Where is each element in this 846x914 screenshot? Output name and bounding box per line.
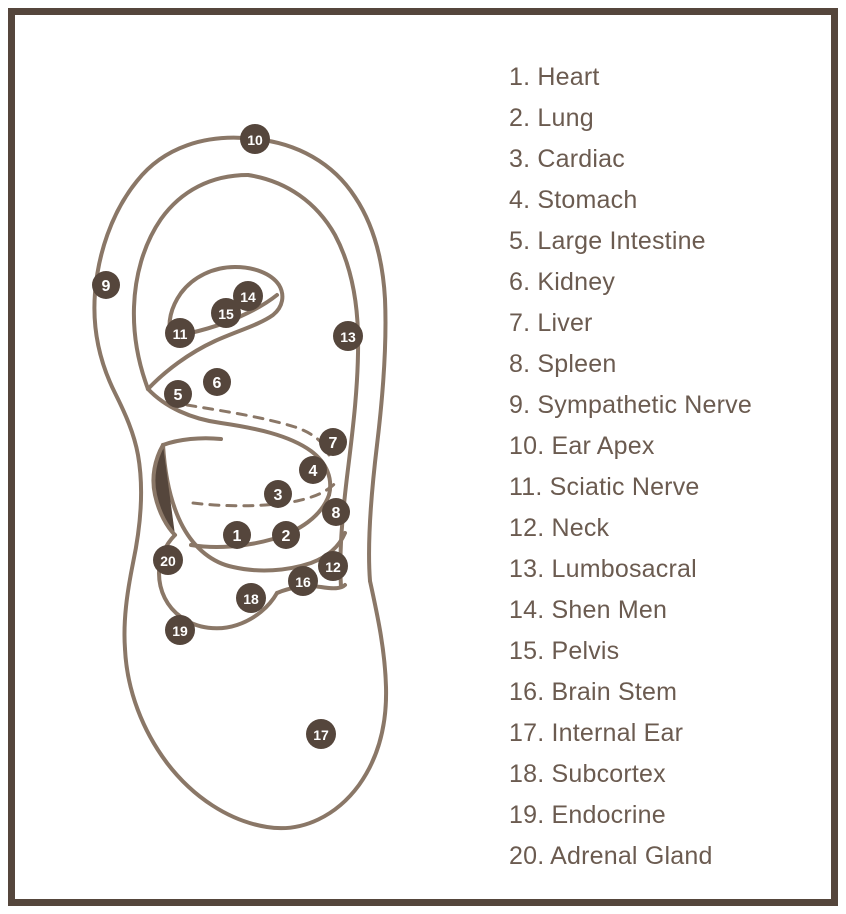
chart-frame-border	[8, 8, 838, 906]
antihelix-lower-path	[191, 495, 329, 547]
ear-diagram-svg	[15, 15, 485, 899]
legend-item-9: 9. Sympathetic Nerve	[509, 391, 752, 419]
legend-item-10: 10. Ear Apex	[509, 432, 655, 460]
marker-17[interactable]	[306, 719, 336, 749]
legend-item-18: 18. Subcortex	[509, 760, 666, 788]
concha-top-path	[163, 438, 221, 445]
marker-20-label: 20	[160, 553, 176, 569]
marker-8[interactable]	[322, 498, 350, 526]
legend-item-11: 11. Sciatic Nerve	[509, 473, 700, 501]
marker-9-label: 9	[101, 278, 111, 295]
marker-6-label: 6	[212, 375, 222, 392]
marker-2-label: 2	[281, 528, 291, 545]
ear-outline-group	[94, 138, 386, 828]
legend-item-16: 16. Brain Stem	[509, 678, 678, 706]
marker-13-label: 13	[340, 329, 356, 345]
marker-5[interactable]	[164, 380, 192, 408]
marker-15-label: 15	[218, 306, 234, 322]
legend-item-3: 3. Cardiac	[509, 145, 625, 173]
marker-1-label: 1	[232, 528, 242, 545]
marker-18[interactable]	[236, 583, 266, 613]
legend-item-13: 13. Lumbosacral	[509, 555, 697, 583]
legend-item-7: 7. Liver	[509, 309, 593, 337]
marker-16-label: 16	[295, 574, 311, 590]
marker-1[interactable]	[223, 521, 251, 549]
legend-item-12: 12. Neck	[509, 514, 610, 542]
legend-item-14: 14. Shen Men	[509, 596, 668, 624]
marker-4-label: 4	[308, 463, 318, 480]
legend-item-1: 1. Heart	[509, 63, 600, 91]
marker-19[interactable]	[165, 615, 195, 645]
legend-item-20: 20. Adrenal Gland	[509, 842, 713, 870]
marker-2[interactable]	[272, 521, 300, 549]
marker-12[interactable]	[318, 551, 348, 581]
legend-panel	[485, 15, 831, 899]
marker-4[interactable]	[299, 456, 327, 484]
tragus-path	[153, 445, 175, 535]
marker-6[interactable]	[203, 368, 231, 396]
marker-15[interactable]	[211, 298, 241, 328]
legend-item-17: 17. Internal Ear	[509, 719, 684, 747]
marker-19-label: 19	[172, 623, 188, 639]
legend-item-5: 5. Large Intestine	[509, 227, 706, 255]
marker-7-label: 7	[328, 435, 338, 452]
marker-8-label: 8	[331, 505, 341, 522]
legend-item-2: 2. Lung	[509, 104, 594, 132]
marker-16[interactable]	[288, 566, 318, 596]
legend-item-8: 8. Spleen	[509, 350, 617, 378]
chart-content	[15, 15, 831, 899]
marker-18-label: 18	[243, 591, 259, 607]
marker-14-label: 14	[240, 289, 256, 305]
marker-10-label: 10	[247, 132, 263, 148]
ear-illustration-panel	[15, 15, 485, 899]
marker-12-label: 12	[325, 559, 341, 575]
marker-7[interactable]	[319, 428, 347, 456]
marker-20[interactable]	[153, 545, 183, 575]
legend-item-6: 6. Kidney	[509, 268, 616, 296]
ear-upper-right-helix-path	[255, 139, 386, 581]
marker-10[interactable]	[240, 124, 270, 154]
marker-13[interactable]	[333, 321, 363, 351]
marker-3[interactable]	[264, 480, 292, 508]
marker-11[interactable]	[165, 318, 195, 348]
marker-9[interactable]	[92, 271, 120, 299]
marker-11-label: 11	[172, 326, 188, 342]
marker-17-label: 17	[313, 727, 329, 743]
legend-item-4: 4. Stomach	[509, 186, 638, 214]
marker-3-label: 3	[273, 487, 283, 504]
marker-5-label: 5	[173, 387, 183, 404]
legend-item-19: 19. Endocrine	[509, 801, 666, 829]
legend-item-15: 15. Pelvis	[509, 637, 620, 665]
